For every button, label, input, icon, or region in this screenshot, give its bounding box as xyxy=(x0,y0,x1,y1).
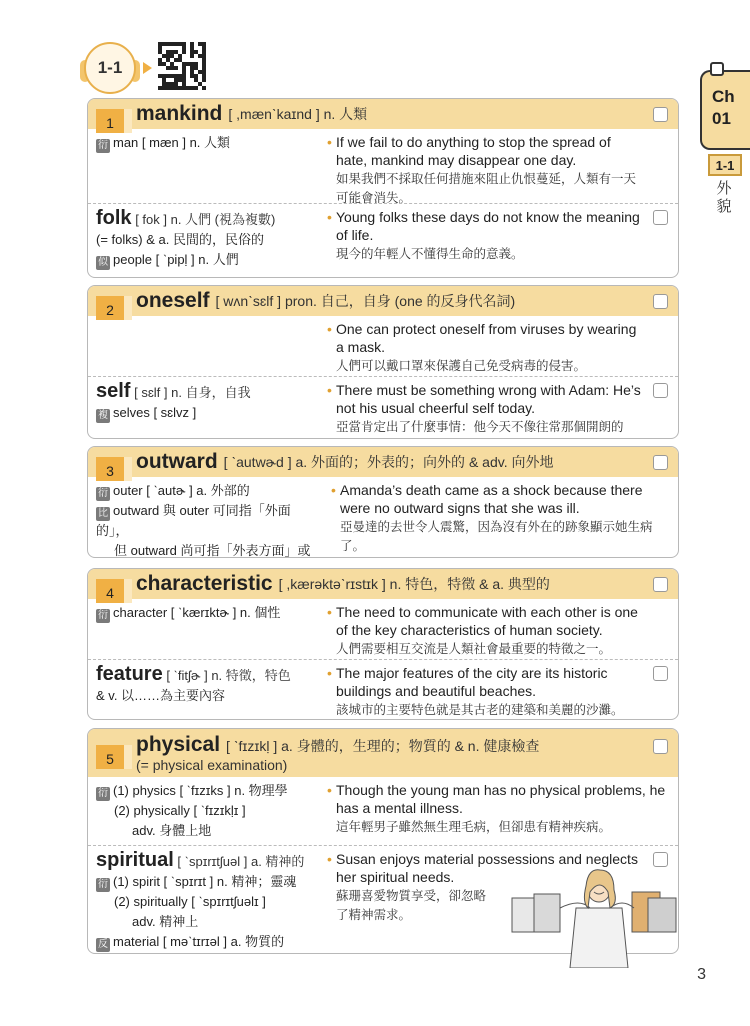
headword: physical xyxy=(136,733,221,756)
example-sentence: • If we fail to do anything to stop the spread of hate, mankind may disappear one day. xyxy=(328,133,644,169)
entry-header xyxy=(88,447,678,477)
example-translation: 該城市的主要特色就是其古老的建築和美麗的沙灘。 xyxy=(336,703,624,717)
section-title xyxy=(714,180,734,216)
related-word-definition: [ ˋfitʃɚ ] n. 特徵，特色 xyxy=(166,668,291,683)
headword: oneself xyxy=(136,289,210,312)
derivative-line xyxy=(96,603,316,623)
entry-row xyxy=(88,376,678,438)
tag-icon: 比 xyxy=(98,508,108,519)
entry-checkbox[interactable] xyxy=(653,107,668,122)
example-column xyxy=(324,204,678,277)
lesson-label: 1-1 xyxy=(97,58,123,77)
derivative-line xyxy=(96,821,316,841)
entry-row xyxy=(88,203,678,277)
derivative-text: (= folks) & a. 民間的，民俗的 xyxy=(96,232,264,247)
derivative-line xyxy=(96,932,316,952)
derivative-text: (2) physically [ ˋfɪzɪkḷɪ ] xyxy=(114,803,246,818)
entry-checkbox[interactable] xyxy=(653,455,668,470)
section-title-line2: 貌 xyxy=(716,198,732,215)
example-sentence: • Though the young man has no physical problems, he has a mental illness. xyxy=(328,781,670,817)
left-column xyxy=(88,477,328,557)
related-word: self xyxy=(96,380,131,402)
related-word-line xyxy=(96,850,316,872)
derivative-text: & v. 以……為主要內容 xyxy=(96,688,226,703)
example-sentence: • The need to communicate with each other is one of the key characteristics of human society. xyxy=(328,603,644,639)
headword-definition: [ wʌnˋsɛlf ] pron. 自己，自身 (one 的反身代名詞) xyxy=(215,293,516,309)
chapter-label-line1: Ch xyxy=(712,87,735,106)
entry-header xyxy=(88,569,678,599)
page-number: 3 xyxy=(697,966,706,983)
example-sentence: • The major features of the city are its historic buildings and beautiful beaches. xyxy=(328,664,644,700)
entry-header xyxy=(88,729,678,777)
headword-definition: [ ,kærəktəˋrɪstɪk ] n. 特色，特徵 & a. 典型的 xyxy=(278,576,550,592)
lesson-badge xyxy=(84,42,136,94)
entry-checkbox[interactable] xyxy=(653,577,668,592)
example-translation: 現今的年輕人不懂得生命的意義。 xyxy=(336,247,524,261)
derivative-line xyxy=(96,403,316,423)
left-column xyxy=(88,660,324,720)
related-word-definition: [ fok ] n. 人們 (視為複數) xyxy=(135,212,276,227)
derivative-text: selves [ sɛlvz ] xyxy=(113,405,197,420)
derivative-text: outward 與 outer 可同指「外面的」， xyxy=(96,503,291,538)
tag-icon: 複 xyxy=(98,410,108,421)
left-column xyxy=(88,377,324,438)
tag-icon: 反 xyxy=(98,939,108,950)
derivative-text: (1) physics [ ˋfɪzɪks ] n. 物理學 xyxy=(113,783,288,798)
derivative-line xyxy=(96,801,316,821)
entry-checkbox[interactable] xyxy=(653,739,668,754)
derivative-line xyxy=(96,250,316,270)
derivative-line xyxy=(96,892,316,912)
related-word: feature xyxy=(96,663,163,685)
left-column xyxy=(88,846,324,951)
left-column xyxy=(88,777,324,845)
entry-number: 2 xyxy=(96,296,124,320)
example-sentence: • Young folks these days do not know the meaning of life. xyxy=(328,208,644,244)
row-checkbox[interactable] xyxy=(653,383,668,398)
entry-row xyxy=(88,316,678,376)
left-column xyxy=(88,599,324,659)
entry-card-outward xyxy=(87,446,679,558)
derivative-line xyxy=(96,686,316,706)
entry-row xyxy=(88,599,678,659)
related-word-definition: [ sɛlf ] n. 自身，自我 xyxy=(134,385,251,400)
entry-row xyxy=(88,477,678,557)
chapter-tab xyxy=(700,70,750,150)
example-sentence: • There must be something wrong with Adam: He’s not his usual cheerful self today. xyxy=(328,381,644,417)
example-column xyxy=(324,377,678,438)
headword-definition: [ ,mænˋkaɪnd ] n. 人類 xyxy=(228,106,368,122)
derivative-line xyxy=(96,481,320,501)
derivative-text: people [ ˋpipḷ ] n. 人們 xyxy=(113,252,239,267)
derivative-line xyxy=(96,912,316,932)
chapter-label xyxy=(712,86,735,130)
related-word-line xyxy=(96,381,316,403)
section-title-line1: 外 xyxy=(716,180,732,197)
row-checkbox[interactable] xyxy=(653,666,668,681)
example-column xyxy=(328,477,678,557)
related-word-line xyxy=(96,664,316,686)
entry-number: 3 xyxy=(96,457,124,481)
example-translation: 人們可以戴口罩來保護自己免受病毒的侵害。 xyxy=(336,359,587,373)
entry-header xyxy=(88,286,678,316)
derivative-text: man [ mæn ] n. 人類 xyxy=(113,135,231,150)
example-sentence: • Susan enjoys material possessions and neglects her spiritual needs. xyxy=(328,850,638,886)
derivative-line xyxy=(96,781,316,801)
left-column xyxy=(88,204,324,277)
chapter-label-line2: 01 xyxy=(712,109,731,128)
derivative-line xyxy=(96,501,320,541)
example-sentence: • Amanda’s death came as a shock because there were no outward signs that she was ill. xyxy=(332,481,670,517)
headword: outward xyxy=(136,450,218,473)
example-translation: 亞曼達的去世令人震驚，因為沒有外在的跡象顯示她生病了。 xyxy=(340,520,653,553)
entry-card-mankind xyxy=(87,98,679,278)
tag-icon: 衍 xyxy=(98,610,108,621)
related-word: folk xyxy=(96,207,132,229)
tag-icon: 衍 xyxy=(98,140,108,151)
headword-note: (= physical examination) xyxy=(136,757,288,773)
derivative-text: (1) spirit [ ˋspɪrɪt ] n. 精神；靈魂 xyxy=(113,874,297,889)
play-icon xyxy=(143,62,152,74)
woman-with-shopping-bags-illustration xyxy=(510,868,680,968)
entry-row xyxy=(88,129,678,203)
ring-icon xyxy=(710,62,724,76)
example-translation: 人們需要相互交流是人類社會最重要的特徵之一。 xyxy=(336,642,612,656)
example-column xyxy=(324,316,678,376)
entry-row xyxy=(88,659,678,720)
example-translation: 蘇珊喜愛物質享受，卻忽略了精神需求。 xyxy=(336,889,487,922)
left-column xyxy=(88,316,324,376)
entry-checkbox[interactable] xyxy=(653,294,668,309)
related-word-definition: [ ˋspɪrɪtʃuəl ] a. 精神的 xyxy=(177,854,305,869)
tag-icon: 衍 xyxy=(98,488,108,499)
derivative-line xyxy=(96,872,316,892)
derivative-text: character [ ˋkærɪktɚ ] n. 個性 xyxy=(113,605,281,620)
derivative-text: 但 outward 尚可指「外表方面」或 xyxy=(114,543,311,558)
derivative-line xyxy=(96,230,316,250)
derivative-text: (2) spiritually [ ˋspɪrɪtʃuəlɪ ] xyxy=(114,894,266,909)
example-sentence: • One can protect oneself from viruses by wearing a mask. xyxy=(328,320,644,356)
entry-number: 5 xyxy=(96,745,124,769)
example-column xyxy=(324,660,678,720)
qr-code-icon[interactable] xyxy=(158,42,206,90)
headword: mankind xyxy=(136,102,223,125)
entry-number: 4 xyxy=(96,579,124,603)
headword-definition: [ ˋfɪzɪkḷ ] a. 身體的，生理的；物質的 & n. 健康檢查 xyxy=(226,738,540,754)
row-checkbox[interactable] xyxy=(653,210,668,225)
tag-icon: 似 xyxy=(98,257,108,268)
left-column xyxy=(88,129,324,203)
tag-icon: 衍 xyxy=(98,788,108,799)
tag-icon: 衍 xyxy=(98,879,108,890)
entry-header xyxy=(88,99,678,129)
headword: characteristic xyxy=(136,572,273,595)
entry-row xyxy=(88,777,678,845)
entry-number: 1 xyxy=(96,109,124,133)
headword-definition: [ ˋautwɚd ] a. 外面的；外表的；向外的 & adv. 向外地 xyxy=(223,454,554,470)
example-translation: 如果我們不採取任何措施來阻止仇恨蔓延，人類有一天可能會消失。 xyxy=(336,172,637,205)
example-column xyxy=(324,777,678,845)
section-badge: 1-1 xyxy=(708,154,742,176)
derivative-text: material [ məˋtɪrɪəl ] a. 物質的 xyxy=(113,934,285,949)
derivative-text: adv. 精神上 xyxy=(132,914,199,929)
entry-card-characteristic xyxy=(87,568,679,720)
derivative-line xyxy=(96,133,316,153)
example-column xyxy=(324,129,678,203)
related-word-line xyxy=(96,208,316,230)
derivative-text: adv. 身體上地 xyxy=(132,823,212,838)
example-column xyxy=(324,599,678,659)
entry-card-oneself xyxy=(87,285,679,439)
headword-line xyxy=(136,733,539,757)
example-translation: 這年輕男子雖然無生理毛病，但卻患有精神疾病。 xyxy=(336,820,612,834)
row-checkbox[interactable] xyxy=(653,852,668,867)
derivative-line xyxy=(96,541,320,558)
derivative-text: outer [ ˋautɚ ] a. 外部的 xyxy=(113,483,250,498)
example-translation: 亞當肯定出了什麼事情：他今天不像往常那個開朗的 xyxy=(336,420,624,434)
related-word: spiritual xyxy=(96,849,174,871)
qr-module xyxy=(202,86,206,90)
